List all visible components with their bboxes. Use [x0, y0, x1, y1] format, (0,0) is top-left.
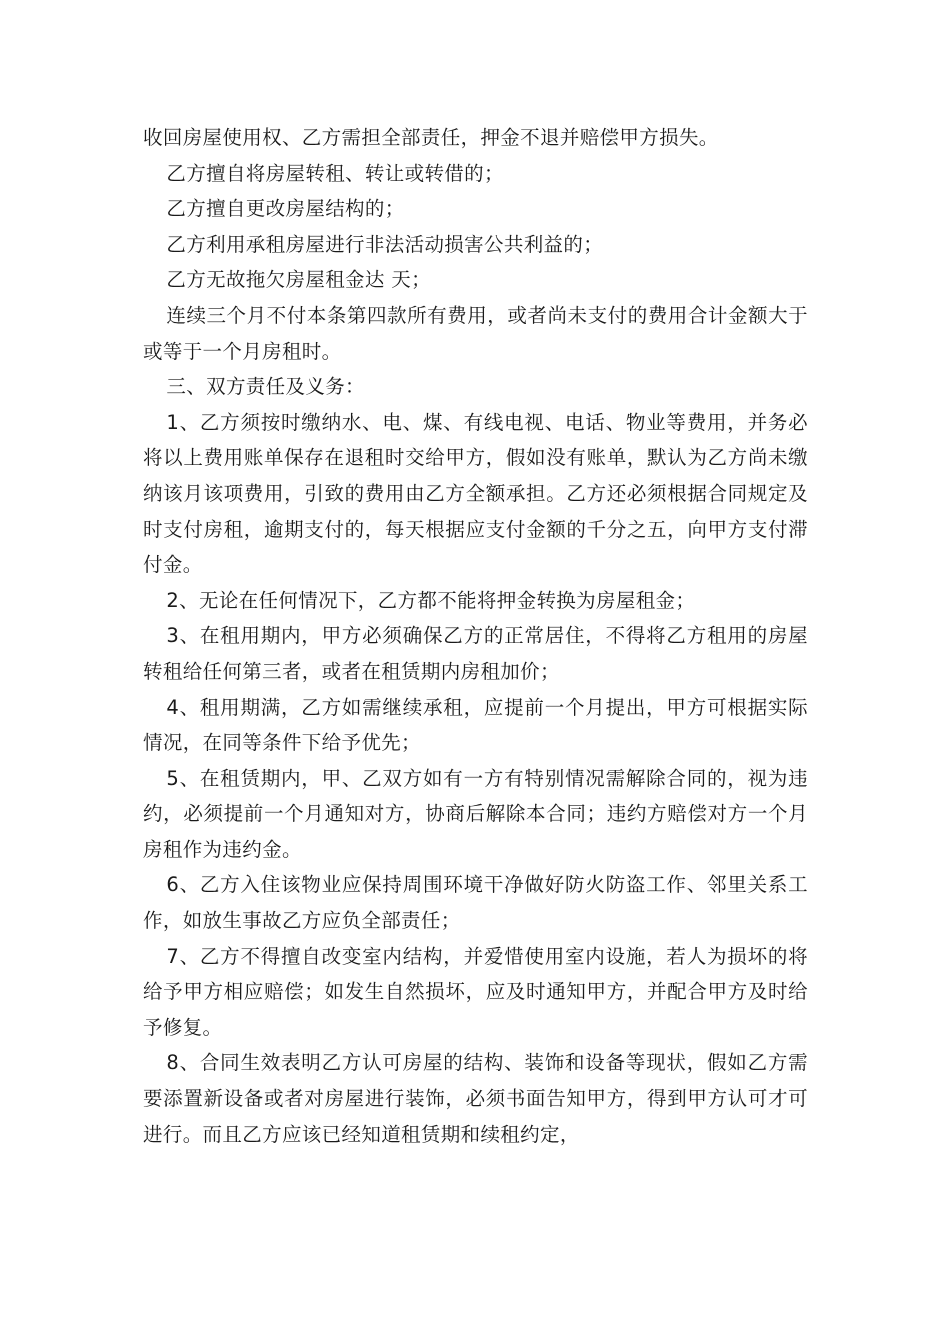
- clause-6: 6、乙方入住该物业应保持周围环境干净做好防火防盗工作、邻里关系工作，如放生事故乙方应负全部责任；: [143, 873, 808, 933]
- document-body: [143, 120, 808, 1152]
- paragraph-5: 乙方无故拖欠房屋租金达 天；: [166, 268, 431, 292]
- clause-2: 2、无论在任何情况下，乙方都不能将押金转换为房屋租金；: [166, 588, 696, 612]
- clause-1: 1、乙方须按时缴纳水、电、煤、有线电视、电话、物业等费用，并务必将以上费用账单保存在退租时交给甲方，假如没有账单，默认为乙方尚未缴纳该月该项费用，引致的费用由乙方全额承担。乙方还必须根据合同规定及时支付房租，逾期支付的，每天根据应支付金额的千分之五，向甲方支付滞付金。: [143, 410, 808, 577]
- clause-5: 5、在租赁期内，甲、乙双方如有一方有特别情况需解除合同的，视为违约，必须提前一个月通知对方，协商后解除本合同；违约方赔偿对方一个月房租作为违约金。: [143, 766, 808, 861]
- paragraph-2: 乙方擅自将房屋转租、转让或转借的；: [166, 161, 504, 185]
- clause-7: 7、乙方不得擅自改变室内结构，并爱惜使用室内设施，若人为损坏的将给予甲方相应赔偿；如发生自然损坏，应及时通知甲方，并配合甲方及时给予修复。: [143, 944, 808, 1039]
- section-heading-3: 三、双方责任及义务：: [166, 375, 365, 399]
- paragraph-4: 乙方利用承租房屋进行非法活动损害公共利益的；: [166, 232, 604, 256]
- clause-3: 3、在租用期内，甲方必须确保乙方的正常居住，不得将乙方租用的房屋转租给任何第三者，或者在租赁期内房租加价；: [143, 624, 808, 683]
- clause-8: 8、合同生效表明乙方认可房屋的结构、装饰和设备等现状，假如乙方需要添置新设备或者对房屋进行装饰，必须书面告知甲方，得到甲方认可才可进行。而且乙方应该已经知道租赁期和续租约定，: [143, 1051, 808, 1146]
- paragraph-6: 连续三个月不付本条第四款所有费用，或者尚未支付的费用合计金额大于或等于一个月房租时。: [143, 303, 808, 363]
- paragraph-3: 乙方擅自更改房屋结构的；: [166, 197, 405, 221]
- paragraph-1: 收回房屋使用权、乙方需担全部责任，押金不退并赔偿甲方损失。: [143, 126, 719, 149]
- clause-4: 4、租用期满，乙方如需继续承租，应提前一个月提出，甲方可根据实际情况，在同等条件下给予优先；: [143, 695, 808, 755]
